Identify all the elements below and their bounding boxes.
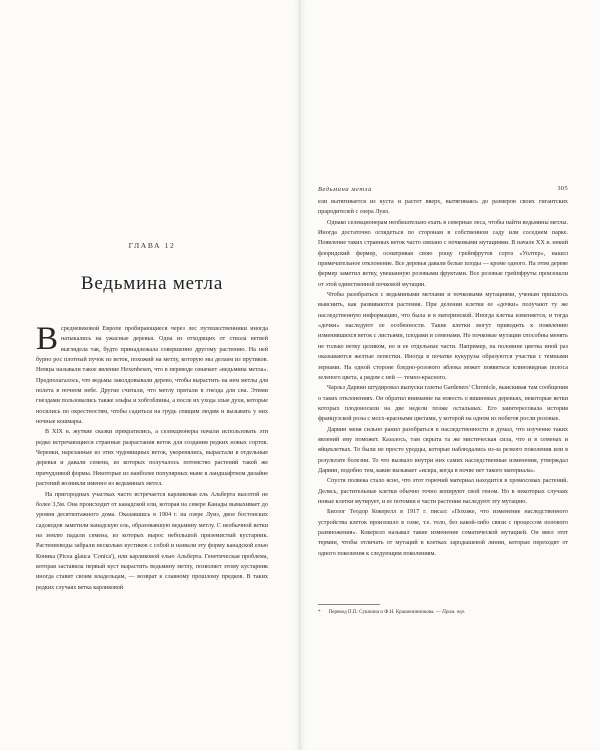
drop-cap: В [36, 321, 59, 357]
paragraph: ели вытягивается из куста и растет вверх, вытягиваясь до размеров своих гигантских прародителей с озера Луиз. [318, 199, 568, 216]
chapter-title: Ведьмина метла [80, 272, 224, 294]
paragraph: Чарльз Дарвин штудировал выпуски газеты Gardeners' Chronicle, выискивая там сообщения о таких отклонениях. Он обратил внимание на новость о вишневых деревьях, некоторые ветки которых плодоносили на две недели позже остальных. Его заинтересовала история французской розы с мосх-красными цветами, у которой на одном из побегов росли розовые. [318, 385, 568, 423]
running-head: Ведьмина метла [318, 186, 372, 193]
paragraph [36, 321, 268, 427]
chapter-label: ГЛАВА 12 [128, 241, 176, 250]
paragraph: Биолог Теодор Кокерелл в 1917 г. писал: «Похоже, что изменение наследственного устройства клеток произошло в соме, т.е. тело, без какой-либо связи с процессом полового размножения». Кокерелл называл такие изменение соматической мутацией. Он ввел этот термин, чтобы отличать от мутаций в клетках зародышевой линии, которые переходят от одного поколения к следующим поколениям. [318, 509, 568, 557]
footnote-rule [318, 604, 380, 605]
footnote-text: Перевод П.П. Сушкина и Ф.Н. Крашенинникова. — [328, 609, 441, 615]
left-body-text [36, 321, 268, 593]
footnote-mark: * [318, 609, 321, 615]
paragraph-text: средневековой Европе пробирающиеся через лес путешественники иногда натыкались на ужасные деревья. Одна из отходящих от ствола ветвей выглядела так, будто принадлежала совершенно другому растению. На ней бурно рос плотный пучок из веток, похожий на метлу, которую мы делаем из прутиков. Немцы называли такое явление Hexenbesen, что в переводе означает «ведьмина метла». Предполагалось, что ведьмы заколдовывали дерево, чтобы вырастить на нем метлы для полета в ночном небе. Другие считали, что метлу прятали в гнезда для сна. Этими гнездами пользовались также эльфы и хобгоблины, а после их ухода злые духи, которые носились по окрестностям, чтобы садиться на грудь спящим людям и вызывать у них ночные кошмары. [36, 326, 268, 426]
paragraph: Чтобы разобраться с ведьмиными метлами и почковыми мутациями, ученым пришлось выяснить, как развиваются растения. При делении клетки ее «дочки» получают ту же наследственную информацию, что была и в материнской. Иногда клетка изменяется, и тогда «дочки» наследуют ее особенности. Такие клетки могут приводить к появлению изменившихся веток с листьями, плодами и семенами. Но почковые мутации способны менять не только ветку целиком, но и ее отдельные части. Например, на половине цветка иной раз оказываются желтые лепестки. Иногда в початке кукурузы образуются участки с темными зернами. На одной стороне бледно-розового яблока может появиться клиновидная полоса зеленого цвета, а рядом с ней — темно-красного. [318, 292, 568, 381]
footnote-prefix: Прим. пер. [442, 609, 466, 615]
footnote [318, 608, 568, 616]
paragraph: Однако селекционерам необязательно ехать в северные леса, чтобы найти ведьмины метлы. Иногда достаточно оглядеться по сторонам в собственном саду или соседнем парке. Появление таких странных веток часто связано с почковыми мутациями. В начале XX в. некий флоридский фермер, осматривая свою рощу грейпфрутов сорта «Уолтер», нашел примечательное отклонение. Все деревья давали белые плоды — кроме одного. На этом дереве фермер заметил ветку, увешанную розовыми фруктами. Все розовые грейпфруты произошли от этой единственной почковой мутации. [318, 219, 568, 288]
paragraph: В XIX в. жуткие сказки прекратились, а селекционеры начали использовать эти редко встречающиеся странные разрастания веток для создания редких новых сортов. Черенки, нарезанные из этих чудовищных веток, укоренялись, вырастали в отдельные деревья и давали семена, из которых получалось потомство растений такой же причудливой формы. Некоторые из наиболее популярных ныне в ландшафтном дизайне растений возникли именно из ведьминых метел. [36, 429, 268, 488]
right-body-text [318, 197, 568, 559]
page-number: 305 [557, 185, 568, 192]
paragraph: Спустя полвека стало ясно, что этот горючий материал находится в хромосомах растений. Делясь, растительные клетки обычно точно копируют свой геном. Но в некоторых случаях новые клетки мутирует, и ее потомки в части растения наследуют эту мутацию. [318, 478, 568, 505]
paragraph: На пригородных участках часто встречается карликовая ель Альберта высотой не более 3,5м. Она происходит от канадской ели, которая на севере Канады вымахивает до уровня десятиэтажного дома. Оказавшись в 1904 г. на озере Луиз, двое бостонских садоводов заметили канадскую ель, образовавшую ведьмину метлу. С необычной ветки на землю падали семена, из которых вырос небольшой приземистый кустарник. Растениеводы забрали несколько кустиков с собой и назвали эту форму канадской елью Коника (Picea glauca 'Conica'), или карликовой елью Альберта. Генетическая проблема, которая заставила первый куст вырастить ведьмину метлу, позволяет этому кустарник иногда ставит своим владельцам, — возврат к славному прошлому предков. В таких редких случаях ветка карликовой [36, 491, 268, 591]
paragraph: Дарвин меня сильно ранил разобраться в наследственности и думал, что изучение таких явлений ему поможет. Казалось, там скрыта та же мистическая сила, что и в семенах и яйцеклетках. То были не просто уродцы, которые наблюдались из-за резкого поколения или в результате болезни. То что вызвало внутри них самих наследственные изменения, утверждал Дарвин, подобно тем, какие вызывает «искра, когда в почве нет такого материала». [318, 426, 568, 474]
